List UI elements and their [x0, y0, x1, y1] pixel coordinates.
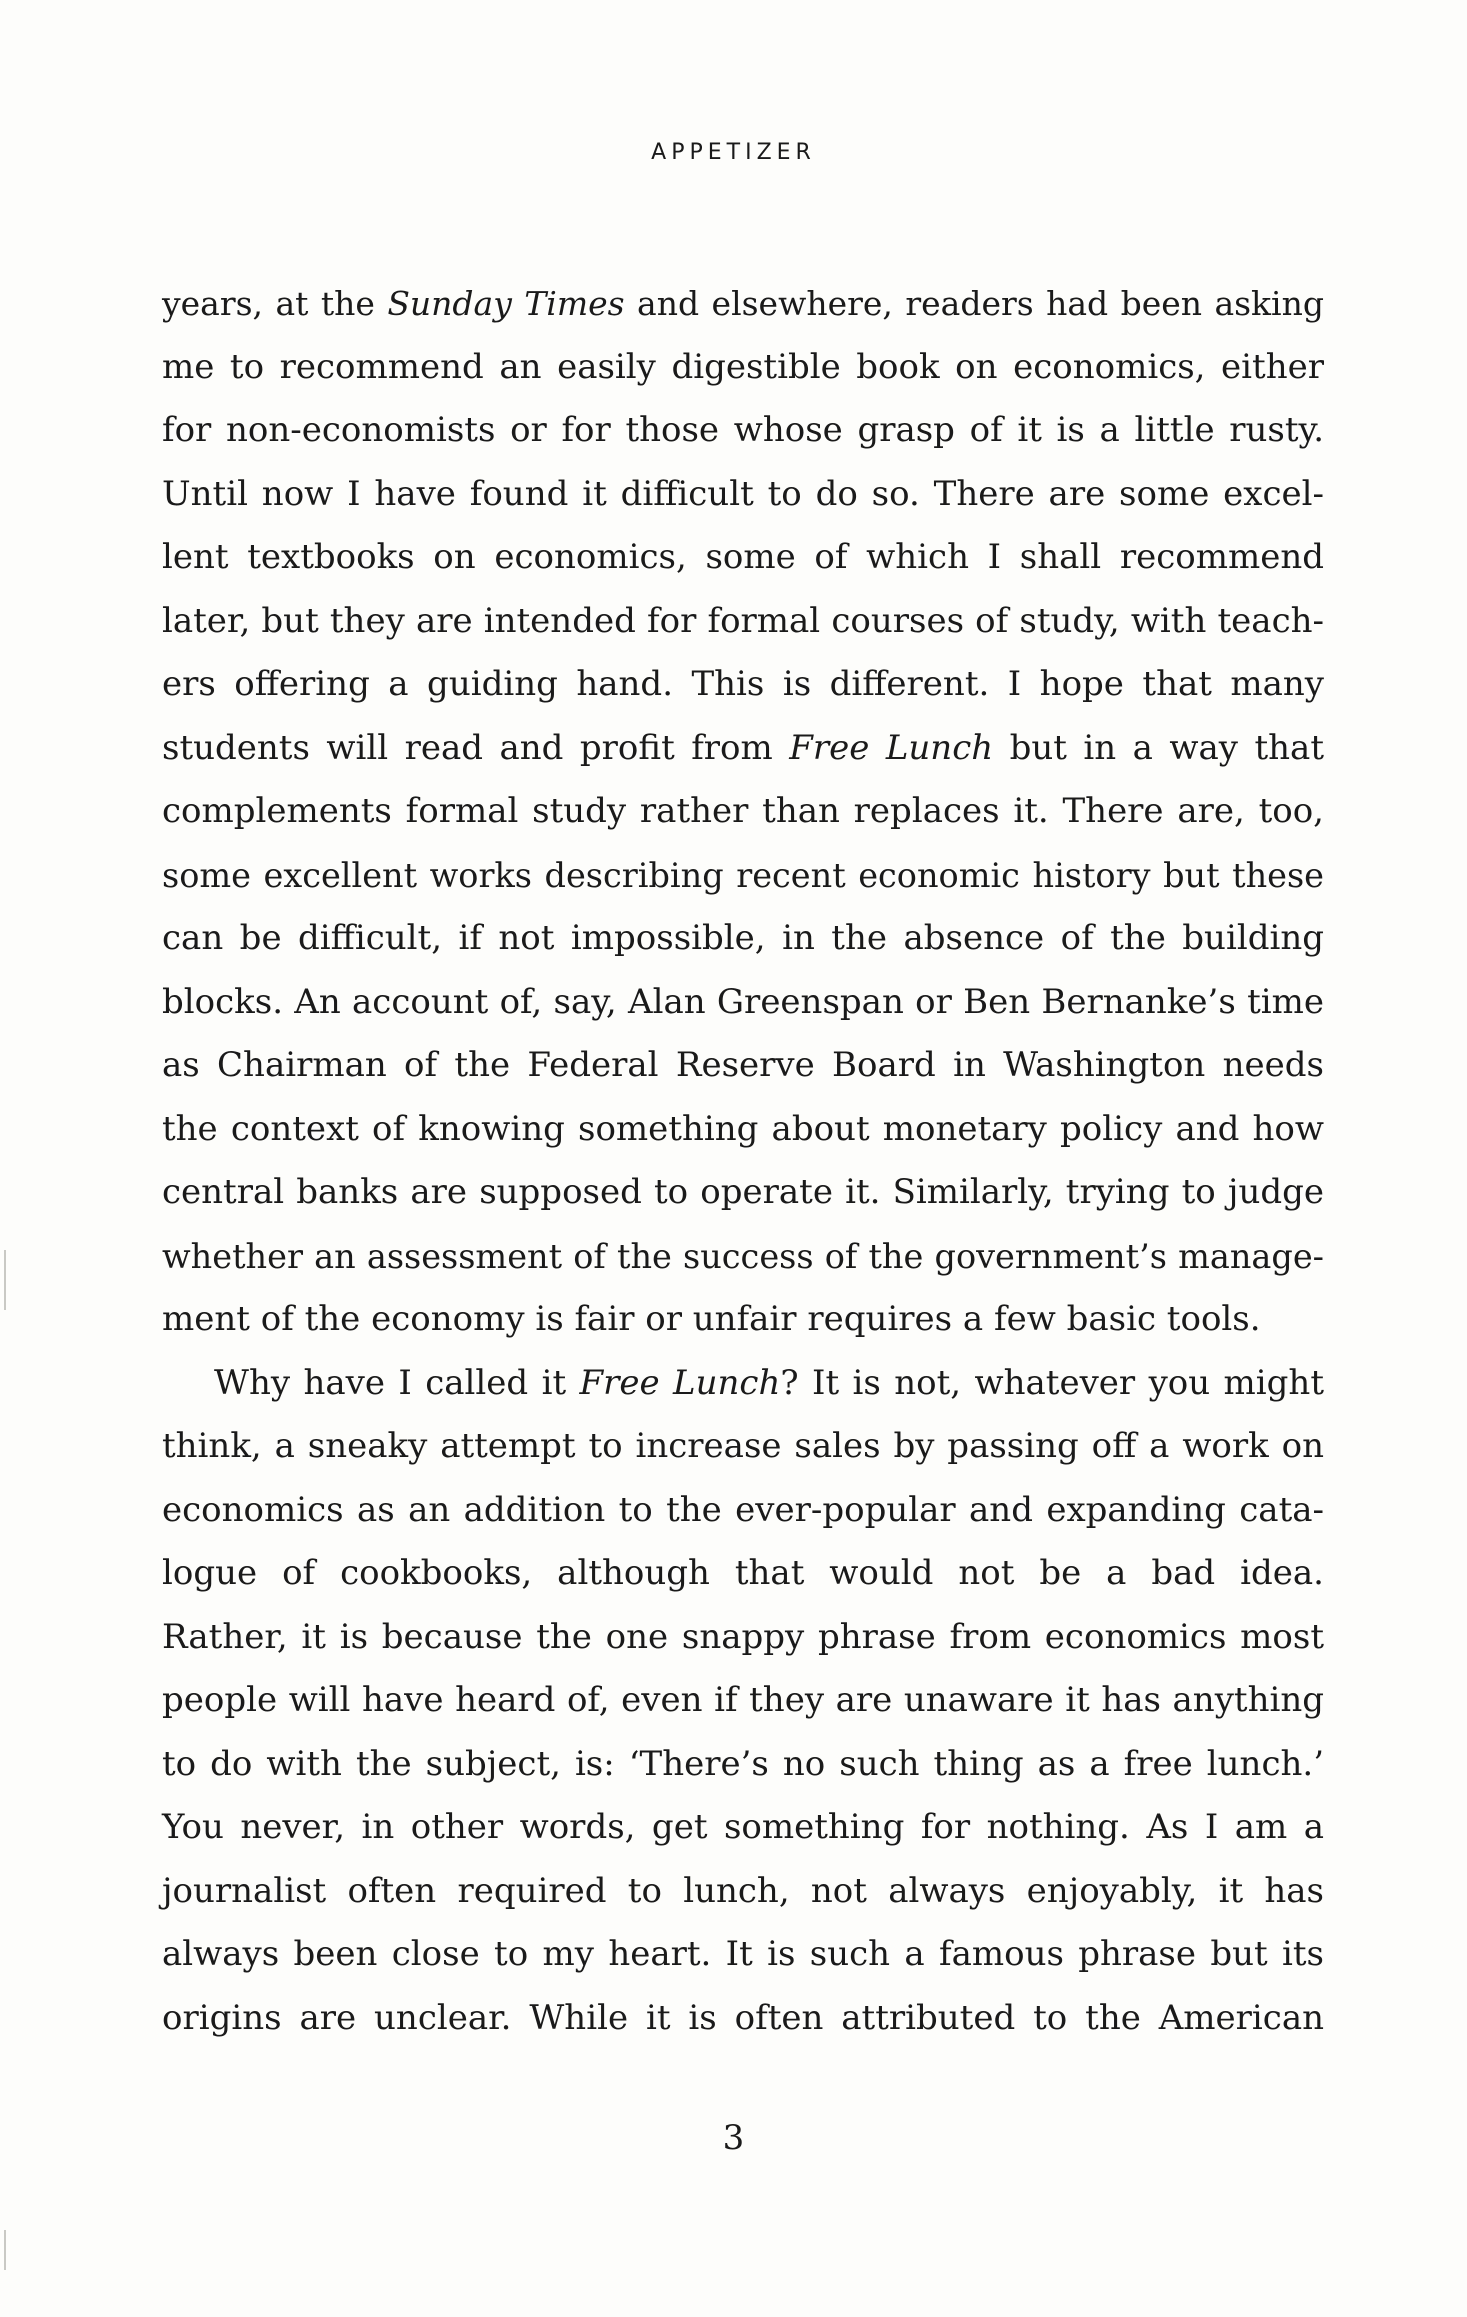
scan-edge-mark	[4, 1250, 6, 1310]
text-line: central banks are supposed to operate it. Similarly, trying to judge	[162, 1172, 1324, 1212]
text-line: You never, in other words, get something for nothing. As I am a	[162, 1807, 1324, 1847]
italic-title: Free Lunch	[789, 727, 994, 768]
text-line: to do with the subject, is: ‘There’s no such thing as a free lunch.’	[162, 1743, 1324, 1784]
text-line: complements formal study rather than replaces it. There are, too,	[162, 791, 1324, 831]
text-line: lent textbooks on economics, some of which I shall recommend	[162, 537, 1324, 577]
scan-edge-mark	[4, 2230, 6, 2270]
text-line: whether an assessment of the success of the government’s manage-	[162, 1236, 1324, 1276]
italic-title: Free Lunch	[579, 1362, 781, 1403]
text-line: for non-economists or for those whose grasp of it is a little rusty.	[162, 410, 1324, 450]
text-run: ? It is not, whatever you might	[780, 1362, 1324, 1403]
text-line: ment of the economy is fair or unfair requires a few basic tools.	[162, 1299, 1261, 1339]
text-line	[162, 717, 1324, 781]
text-line: some excellent works describing recent economic history but these	[162, 855, 1324, 895]
text-run: but in a way that	[993, 727, 1324, 768]
text-run: Why have I called it	[214, 1362, 580, 1403]
text-line: the context of knowing something about monetary policy and how	[162, 1108, 1324, 1149]
text-line: journalist often required to lunch, not always enjoyably, it has	[162, 1870, 1324, 1911]
text-line: blocks. An account of, say, Alan Greenspan or Ben Bernanke’s time	[162, 981, 1324, 1022]
text-run: and elsewhere, readers had been asking	[624, 284, 1324, 323]
text-line: ers offering a guiding hand. This is different. I hope that many	[162, 664, 1324, 704]
text-line: origins are unclear. While it is often attributed to the American	[162, 1997, 1324, 2038]
running-head: APPETIZER	[651, 140, 816, 165]
page-number: 3	[722, 2118, 745, 2158]
text-line: Until now I have found it difficult to do so. There are some excel-	[162, 473, 1324, 514]
text-line: logue of cookbooks, although that would not be a bad idea.	[162, 1553, 1324, 1593]
text-line: economics as an addition to the ever-popular and expanding cata-	[162, 1489, 1324, 1530]
text-run: years, at the	[162, 284, 388, 323]
text-line: Rather, it is because the one snappy phrase from economics most	[162, 1616, 1324, 1657]
text-line: always been close to my heart. It is such a famous phrase but its	[162, 1934, 1324, 1974]
text-line: think, a sneaky attempt to increase sales by passing off a work on	[162, 1426, 1324, 1466]
text-line	[162, 272, 1324, 336]
text-line: later, but they are intended for formal courses of study, with teach-	[162, 600, 1324, 641]
text-line: me to recommend an easily digestible book on economics, either	[162, 346, 1324, 387]
text-run: students will read and profit from	[162, 727, 790, 768]
italic-title: Sunday Times	[387, 284, 625, 323]
body-text	[162, 272, 1324, 2050]
text-line	[162, 1352, 1324, 1416]
text-line: can be difficult, if not impossible, in the absence of the building	[162, 918, 1324, 958]
text-line: people will have heard of, even if they are unaware it has anything	[162, 1680, 1324, 1720]
text-line: as Chairman of the Federal Reserve Board in Washington needs	[162, 1045, 1324, 1085]
